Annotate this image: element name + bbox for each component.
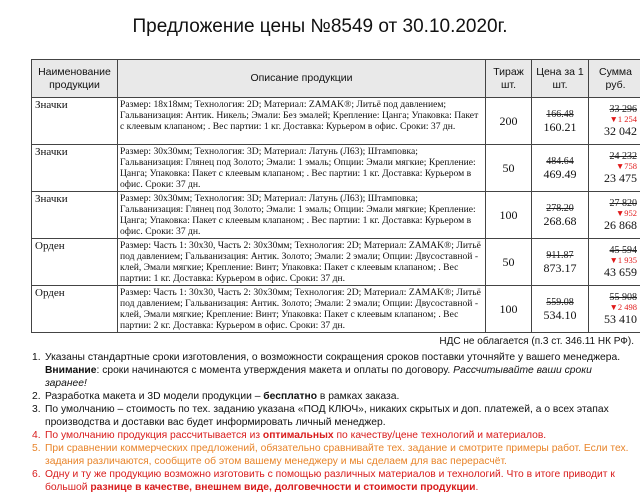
old-sum: 45 594: [589, 245, 637, 256]
table-row: [32, 286, 640, 333]
note-text-end: в рамках заказа.: [317, 391, 399, 402]
old-price: 166.48: [532, 109, 588, 120]
note-number: 2.: [32, 390, 41, 403]
old-sum: 33 296: [589, 104, 637, 115]
total-sum: [589, 98, 640, 145]
vat-note: НДС не облагается (п.3 ст. 346.11 НК РФ).: [439, 336, 634, 347]
discount-amount: ▼2 498: [589, 303, 637, 312]
attention-text: : сроки начинаются с момента утверждения макета и оплаты по договору.: [96, 365, 450, 376]
note-bold: бесплатно: [263, 391, 317, 402]
new-price: 268.68: [532, 214, 588, 228]
old-price: 484.64: [532, 156, 588, 167]
unit-price: [532, 98, 589, 145]
quantity: 50: [486, 239, 532, 286]
note-text: По умолчанию продукция рассчитывается из: [45, 430, 263, 441]
note-item: [0, 403, 632, 429]
quote-table: [31, 59, 640, 333]
discount-amount: ▼1 935: [589, 256, 637, 265]
new-price: 873.17: [532, 261, 588, 275]
product-description: Размер: Часть 1: 30х30, Часть 2: 30х30мм; Технология: 2D; Материал: ZAMAK®; Литьё под давлением; Гальванизация: Антик. Золото; Эмали: 2 эмали; Опции: Двусоставной - клей, Эмали мягкие; Крепление: Винт; Упаковка: Пакет с клеевым клапаном; . Вес партии: 1 кг. Доставка: Курьером в офис. Сроки: 37 дн.: [118, 239, 486, 286]
note-number: 4.: [32, 429, 41, 442]
note-number: 3.: [32, 403, 41, 416]
table-row: [32, 239, 640, 286]
total-sum: [589, 192, 640, 239]
product-description: Размер: 30х30мм; Технология: 3D; Материал: Латунь (Л63); Штамповка; Гальванизация: Глянец под Золото; Эмали: 1 эмаль; Опции: Эмали мягкие; Крепление: Цанга; Упаковка: Пакет с клеевым клапаном; . Вес партии: 1 кг. Доставка: Курьером в офис. Сроки: 37 дн.: [118, 145, 486, 192]
total-sum: [589, 145, 640, 192]
quantity: 100: [486, 192, 532, 239]
product-name: Орден: [32, 286, 118, 333]
quantity: 200: [486, 98, 532, 145]
table-row: [32, 98, 640, 145]
header-quantity: Тираж шт.: [486, 60, 532, 98]
table-row: [32, 145, 640, 192]
page-title: Предложение цены №8549 от 30.10.2020г.: [0, 16, 640, 38]
table-header-row: [32, 60, 640, 98]
note-text: Разработка макета и 3D модели продукции –: [45, 391, 263, 402]
header-unit-price: Цена за 1 шт.: [532, 60, 589, 98]
new-sum: 43 659: [589, 265, 637, 279]
note-text: Указаны стандартные сроки изготовления, о возможности сокращения сроков поставки уточняйте у вашего менеджера.: [45, 352, 620, 363]
old-price: 559.08: [532, 297, 588, 308]
product-name: Значки: [32, 192, 118, 239]
unit-price: [532, 239, 589, 286]
new-sum: 53 410: [589, 312, 637, 326]
old-price: 911.87: [532, 250, 588, 261]
notes-list: [0, 351, 632, 494]
old-sum: 27 820: [589, 198, 637, 209]
product-description: Размер: 18х18мм; Технология: 2D; Материал: ZAMAK®; Литьё под давлением; Гальванизация: Антик. Никель; Эмали: Без эмалей; Крепление: Цанга; Упаковка: Пакет с клеевым клапаном; . Вес партии: 1 кг. Доставка: Курьером в офис. Сроки: 37 дн.: [118, 98, 486, 145]
new-price: 160.21: [532, 120, 588, 134]
product-description: Размер: 30х30мм; Технология: 3D; Материал: Латунь (Л63); Штамповка; Гальванизация: Глянец под Золото; Эмали: 1 эмаль; Опции: Эмали мягкие; Крепление: Цанга; Упаковка: Пакет с клеевым клапаном; . Вес партии: 1 кг. Доставка: Курьером в офис. Сроки: 37 дн.: [118, 192, 486, 239]
unit-price: [532, 286, 589, 333]
unit-price: [532, 192, 589, 239]
new-sum: 32 042: [589, 124, 637, 138]
discount-amount: ▼952: [589, 209, 637, 218]
new-sum: 26 868: [589, 218, 637, 232]
note-bold: разнице в качестве, внешнем виде, долговечности и стоимости продукции: [90, 482, 475, 493]
note-number: 6.: [32, 468, 41, 481]
note-number: 5.: [32, 442, 41, 455]
note-text-end: .: [475, 482, 478, 493]
note-item: [0, 351, 632, 390]
note-item: [0, 390, 632, 403]
total-sum: [589, 239, 640, 286]
quantity: 100: [486, 286, 532, 333]
table-row: [32, 192, 640, 239]
product-description: Размер: Часть 1: 30х30, Часть 2: 30х30мм; Технология: 2D; Материал: ZAMAK®; Литьё под давлением; Гальванизация: Антик. Золото; Эмали: 2 эмали; Опции: Двусоставной - клей, Эмали мягкие; Крепление: Винт; Упаковка: Пакет с клеевым клапаном; . Вес партии: 2 кг. Доставка: Курьером в офис. Сроки: 37 дн.: [118, 286, 486, 333]
new-price: 534.10: [532, 308, 588, 322]
quantity: 50: [486, 145, 532, 192]
new-price: 469.49: [532, 167, 588, 181]
note-bold: оптимальных: [263, 430, 334, 441]
old-sum: 55 908: [589, 292, 637, 303]
note-text: Одну и ту же продукцию возможно изготовить с помощью различных материалов и технологий. Что в итоге приводит к большой: [45, 469, 615, 493]
discount-amount: ▼1 254: [589, 115, 637, 124]
attention-italic: Рассчитывайте ваши сроки заранее!: [45, 365, 592, 389]
total-sum: [589, 286, 640, 333]
header-name: Наименование продукции: [32, 60, 118, 98]
product-name: Значки: [32, 98, 118, 145]
note-text-end: по качеству/цене технологий и материалов.: [334, 430, 547, 441]
note-number: 1.: [32, 351, 41, 364]
old-sum: 24 232: [589, 151, 637, 162]
note-item: [0, 429, 632, 442]
attention-label: Внимание: [45, 365, 96, 376]
note-item: [0, 442, 632, 468]
old-price: 278.20: [532, 203, 588, 214]
note-text: При сравнении коммерческих предложений, обязательно сравнивайте тех. задание и смотрите примеры работ. Если тех. задания различаются, сообщите об этом вашему менеджеру и мы сделаем для вас перерасчёт.: [45, 443, 628, 467]
unit-price: [532, 145, 589, 192]
header-description: Описание продукции: [118, 60, 486, 98]
discount-amount: ▼758: [589, 162, 637, 171]
note-text: По умолчанию – стоимость по тех. заданию указана «ПОД КЛЮЧ», никаких скрытых и доп. платежей, а о всех этапах производства и доставки вас будет информировать личный менеджер.: [45, 404, 609, 428]
product-name: Значки: [32, 145, 118, 192]
new-sum: 23 475: [589, 171, 637, 185]
product-name: Орден: [32, 239, 118, 286]
header-sum: Сумма руб.: [589, 60, 640, 98]
note-item: [0, 468, 632, 494]
